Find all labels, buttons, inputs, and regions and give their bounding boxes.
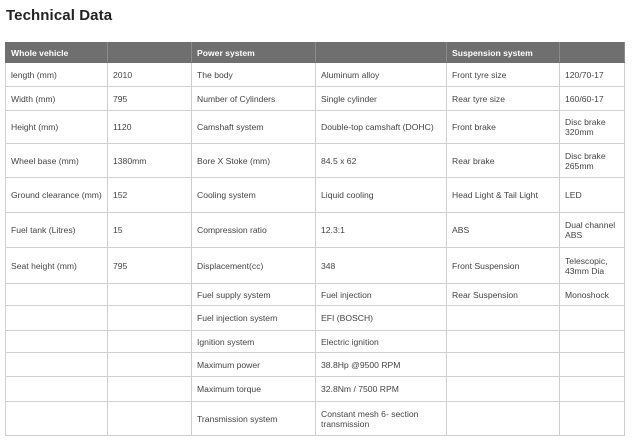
table-row <box>6 331 625 353</box>
power-label-cell: Bore X Stoke (mm) <box>192 144 316 178</box>
power-label-cell: Cooling system <box>192 178 316 213</box>
header-blank <box>316 43 447 63</box>
whole-vehicle-label-cell: Wheel base (mm) <box>6 144 108 178</box>
power-value-cell: Electric ignition <box>316 331 447 353</box>
power-value-cell: Double-top camshaft (DOHC) <box>316 111 447 144</box>
table-row <box>6 213 625 248</box>
table-row <box>6 402 625 436</box>
suspension-label-cell: ABS <box>447 213 560 248</box>
table-row <box>6 248 625 284</box>
whole-vehicle-value-cell <box>108 377 192 402</box>
whole-vehicle-value-cell: 1120 <box>108 111 192 144</box>
whole-vehicle-label-cell: Ground clearance (mm) <box>6 178 108 213</box>
table-row <box>6 144 625 178</box>
power-label-cell: The body <box>192 63 316 87</box>
suspension-value-cell <box>560 377 625 402</box>
power-label-cell: Fuel injection system <box>192 306 316 331</box>
whole-vehicle-label-cell: length (mm) <box>6 63 108 87</box>
header-row <box>6 43 625 63</box>
suspension-label-cell <box>447 353 560 377</box>
suspension-label-cell <box>447 402 560 436</box>
whole-vehicle-value-cell: 795 <box>108 87 192 111</box>
suspension-value-cell: 120/70-17 <box>560 63 625 87</box>
header-whole-vehicle: Whole vehicle <box>6 43 108 63</box>
suspension-label-cell: Rear Suspension <box>447 284 560 306</box>
table-row <box>6 87 625 111</box>
whole-vehicle-label-cell <box>6 306 108 331</box>
whole-vehicle-value-cell: 2010 <box>108 63 192 87</box>
suspension-value-cell: Disc brake 320mm <box>560 111 625 144</box>
whole-vehicle-value-cell: 152 <box>108 178 192 213</box>
power-label-cell: Displacement(cc) <box>192 248 316 284</box>
power-label-cell: Maximum torque <box>192 377 316 402</box>
whole-vehicle-label-cell: Width (mm) <box>6 87 108 111</box>
power-value-cell: EFI (BOSCH) <box>316 306 447 331</box>
table-row <box>6 178 625 213</box>
whole-vehicle-label-cell: Seat height (mm) <box>6 248 108 284</box>
header-suspension-system: Suspension system <box>447 43 560 63</box>
whole-vehicle-value-cell <box>108 402 192 436</box>
suspension-label-cell <box>447 306 560 331</box>
power-label-cell: Compression ratio <box>192 213 316 248</box>
power-value-cell: 32.8Nm / 7500 RPM <box>316 377 447 402</box>
whole-vehicle-label-cell <box>6 353 108 377</box>
whole-vehicle-label-cell <box>6 284 108 306</box>
table-row <box>6 284 625 306</box>
suspension-value-cell: LED <box>560 178 625 213</box>
power-value-cell: Single cylinder <box>316 87 447 111</box>
technical-data-table <box>5 42 625 436</box>
power-value-cell: Fuel injection <box>316 284 447 306</box>
table-row <box>6 353 625 377</box>
whole-vehicle-value-cell: 795 <box>108 248 192 284</box>
power-label-cell: Transmission system <box>192 402 316 436</box>
suspension-label-cell: Head Light & Tail Light <box>447 178 560 213</box>
page-title: Technical Data <box>6 7 113 24</box>
whole-vehicle-label-cell <box>6 402 108 436</box>
whole-vehicle-label-cell: Height (mm) <box>6 111 108 144</box>
header-blank <box>108 43 192 63</box>
suspension-label-cell <box>447 331 560 353</box>
suspension-label-cell <box>447 377 560 402</box>
whole-vehicle-value-cell <box>108 306 192 331</box>
power-value-cell: Liquid cooling <box>316 178 447 213</box>
table-body <box>6 63 625 436</box>
power-value-cell: 12.3:1 <box>316 213 447 248</box>
power-value-cell: 38.8Hp @9500 RPM <box>316 353 447 377</box>
power-label-cell: Ignition system <box>192 331 316 353</box>
suspension-value-cell: Telescopic, 43mm Dia <box>560 248 625 284</box>
suspension-value-cell <box>560 306 625 331</box>
power-label-cell: Maximum power <box>192 353 316 377</box>
whole-vehicle-value-cell: 1380mm <box>108 144 192 178</box>
suspension-label-cell: Rear brake <box>447 144 560 178</box>
table-row <box>6 377 625 402</box>
table-row <box>6 63 625 87</box>
suspension-value-cell: 160/60-17 <box>560 87 625 111</box>
whole-vehicle-value-cell: 15 <box>108 213 192 248</box>
power-value-cell: Aluminum alloy <box>316 63 447 87</box>
suspension-value-cell <box>560 331 625 353</box>
table-row <box>6 306 625 331</box>
suspension-value-cell: Disc brake 265mm <box>560 144 625 178</box>
suspension-label-cell: Front brake <box>447 111 560 144</box>
whole-vehicle-value-cell <box>108 331 192 353</box>
whole-vehicle-label-cell <box>6 331 108 353</box>
power-label-cell: Number of Cylinders <box>192 87 316 111</box>
suspension-value-cell: Dual channel ABS <box>560 213 625 248</box>
whole-vehicle-value-cell <box>108 353 192 377</box>
whole-vehicle-label-cell: Fuel tank (Litres) <box>6 213 108 248</box>
header-power-system: Power system <box>192 43 316 63</box>
power-value-cell: 348 <box>316 248 447 284</box>
table-row <box>6 111 625 144</box>
power-value-cell: Constant mesh 6- section transmission <box>316 402 447 436</box>
header-blank <box>560 43 625 63</box>
suspension-label-cell: Front Suspension <box>447 248 560 284</box>
suspension-label-cell: Front tyre size <box>447 63 560 87</box>
whole-vehicle-label-cell <box>6 377 108 402</box>
power-value-cell: 84.5 x 62 <box>316 144 447 178</box>
whole-vehicle-value-cell <box>108 284 192 306</box>
suspension-value-cell: Monoshock <box>560 284 625 306</box>
suspension-value-cell <box>560 402 625 436</box>
power-label-cell: Fuel supply system <box>192 284 316 306</box>
suspension-value-cell <box>560 353 625 377</box>
suspension-label-cell: Rear tyre size <box>447 87 560 111</box>
power-label-cell: Camshaft system <box>192 111 316 144</box>
table-header <box>6 43 625 63</box>
